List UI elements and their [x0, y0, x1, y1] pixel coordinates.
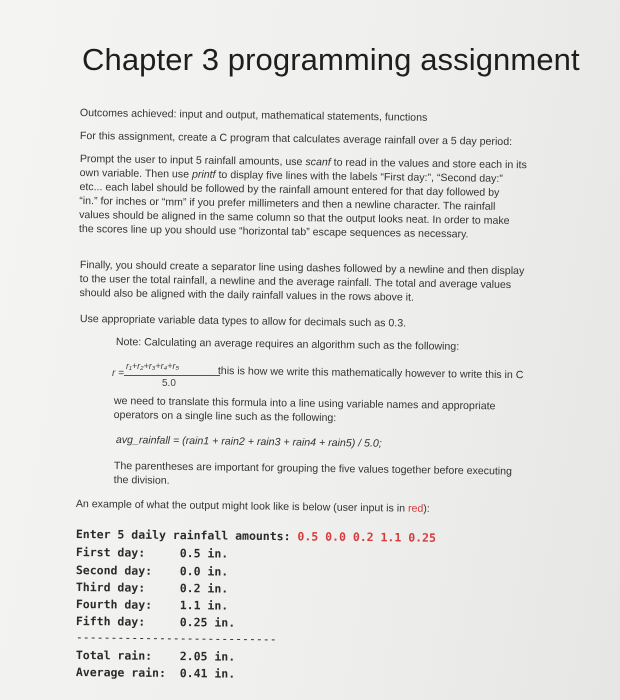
fraction-bar: [124, 375, 220, 376]
example-intro: An example of what the output might look like is below (user input is in red):: [75, 497, 430, 515]
output-average: Average rain: 0.41 in.: [75, 665, 236, 681]
page-title: Chapter 3 programming assignment: [82, 42, 580, 77]
average-formula: [112, 361, 222, 395]
prompt-line-5: values should be aligned in the same column so that the output looks neat. In order to make: [79, 208, 510, 228]
finally-line-1: Finally, you should create a separator line using dashes followed by a newline and then display: [79, 258, 525, 278]
output-row-first: First day: 0.5 in.: [75, 545, 229, 561]
prompt-paragraph: [79, 152, 558, 243]
intro-text: For this assignment, create a C program that calculates average rainfall over a 5 day period:: [79, 129, 513, 149]
formula-explanation: this is how we write this mathematically however to write this in C: [217, 364, 524, 382]
prompt-line-6: the scores line up you should use “horizontal tab” escape sequences as necessary.: [78, 222, 469, 241]
parens-line-2: the division.: [113, 473, 170, 487]
formula-numerator: r₁+r₂+r₃+r₄+r₅: [126, 361, 180, 371]
finally-paragraph: [79, 258, 558, 307]
translate-line-2: operators on a single line such as the following:: [113, 408, 337, 425]
output-separator: -----------------------------: [75, 630, 277, 647]
output-total: Total rain: 2.05 in.: [75, 648, 236, 664]
datatypes-text: Use appropriate variable data types to allow for decimals such as 0.3.: [79, 312, 407, 330]
output-row-second: Second day: 0.0 in.: [75, 563, 229, 579]
red-word: red: [407, 502, 424, 515]
printf-term: printf: [191, 168, 216, 181]
output-row-fourth: Fourth day: 1.1 in.: [75, 597, 229, 613]
parens-line-1: The parentheses are important for grouping the five values together before executing: [113, 459, 513, 478]
scanf-term: scanf: [305, 156, 331, 169]
user-input-values: 0.5 0.0 0.2 1.1 0.25: [297, 529, 437, 545]
outcomes-text: Outcomes achieved: input and output, mathematical statements, functions: [79, 106, 428, 124]
output-row-third: Third day: 0.2 in.: [75, 580, 229, 596]
parentheses-paragraph: [114, 459, 554, 493]
translate-paragraph: [114, 394, 554, 428]
code-example-line: avg_rainfall = (rain1 + rain2 + rain3 + rain4 + rain5) / 5.0;: [115, 433, 382, 450]
output-row-fifth: Fifth day: 0.25 in.: [75, 614, 236, 630]
note-text: Note: Calculating an average requires an algorithm such as the following:: [115, 335, 460, 353]
finally-line-3: should also be aligned with the daily rainfall values in the rows above it.: [79, 286, 415, 304]
translate-line-1: we need to translate this formula into a line using variable names and appropriate: [113, 394, 496, 413]
output-prompt-line: Enter 5 daily rainfall amounts: 0.5 0.0 0.2 1.1 0.25: [75, 527, 437, 545]
formula-lhs: r =: [112, 368, 124, 379]
prompt-line-4: “in.” for inches or “mm” if you prefer millimeters and then a newline character. The rainfall: [79, 194, 496, 213]
prompt-line-3: etc... each label should be followed by the rainfall amount entered for that day followed by: [79, 180, 500, 199]
finally-line-2: to the user the total rainfall, a newline and the average rainfall. The total and average values: [79, 272, 512, 292]
formula-denominator: 5.0: [162, 378, 176, 389]
prompt-line-1: Prompt the user to input 5 rainfall amounts, use scanf to read in the values and store each in its: [79, 152, 527, 172]
prompt-line-2: own variable. Then use printf to display five lines with the labels “First day:”, “Second day:”: [79, 166, 503, 185]
